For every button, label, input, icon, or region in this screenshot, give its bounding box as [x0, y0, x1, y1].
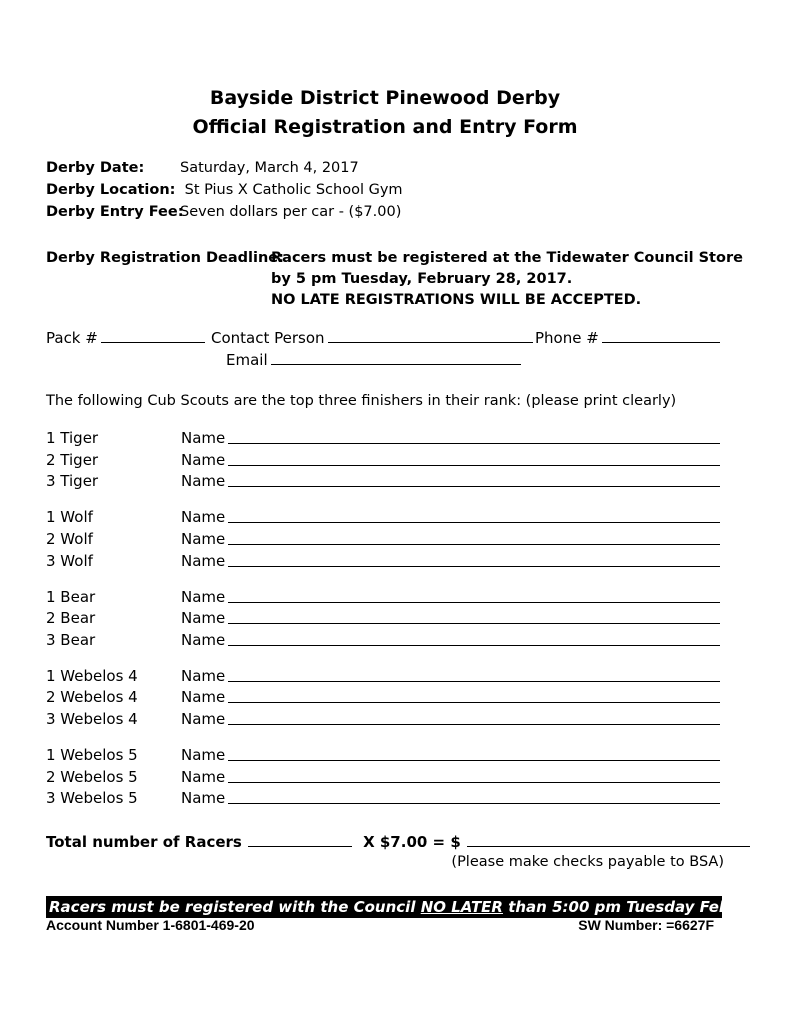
deadline-line-3: NO LATE REGISTRATIONS WILL BE ACCEPTED.	[271, 292, 642, 308]
name-input-line[interactable]	[228, 702, 720, 703]
phone-input-line[interactable]	[602, 328, 720, 343]
rank-row	[46, 472, 726, 492]
rank-row	[46, 609, 726, 629]
total-racers-label: Total number of Racers	[46, 833, 242, 851]
name-label: Name	[181, 472, 226, 490]
name-input-line[interactable]	[228, 544, 720, 545]
name-label: Name	[181, 768, 226, 786]
rank-label: 2 Webelos 4	[46, 688, 138, 706]
derby-fee-label: Derby Entry Fee:	[46, 204, 184, 220]
rank-row	[46, 768, 726, 788]
rank-row	[46, 552, 726, 572]
derby-location-label: Derby Location:	[46, 182, 176, 198]
rank-label: 1 Tiger	[46, 429, 99, 447]
banner-text-emphasis: NO LATER	[420, 898, 503, 916]
name-input-line[interactable]	[228, 803, 720, 804]
contact-person-field	[211, 328, 533, 347]
checks-note: (Please make checks payable to BSA)	[451, 854, 724, 870]
name-input-line[interactable]	[228, 443, 720, 444]
form-title: Bayside District Pinewood Derby	[209, 87, 561, 109]
pack-input-line[interactable]	[101, 328, 205, 343]
sw-number: SW Number: =6627F	[578, 917, 714, 933]
deadline-banner	[46, 896, 801, 918]
name-input-line[interactable]	[228, 602, 720, 603]
total-row	[46, 832, 750, 851]
account-number: Account Number 1-6801-469-20	[46, 917, 255, 933]
name-input-line[interactable]	[228, 760, 720, 761]
rank-row	[46, 710, 726, 730]
rank-label: 2 Wolf	[46, 530, 93, 548]
rank-label: 1 Bear	[46, 588, 96, 606]
rank-label: 3 Bear	[46, 631, 96, 649]
rank-row	[46, 688, 726, 708]
deadline-line-1: Racers must be registered at the Tidewater Council Store	[271, 250, 743, 266]
derby-location-value: St Pius X Catholic School Gym	[180, 182, 403, 198]
name-input-line[interactable]	[228, 465, 720, 466]
derby-fee-value: Seven dollars per car - ($7.00)	[180, 204, 402, 220]
rank-label: 3 Wolf	[46, 552, 93, 570]
rank-label: 1 Webelos 5	[46, 746, 138, 764]
email-label: Email	[226, 351, 268, 369]
name-input-line[interactable]	[228, 522, 720, 523]
name-label: Name	[181, 710, 226, 728]
name-input-line[interactable]	[228, 681, 720, 682]
name-label: Name	[181, 667, 226, 685]
name-label: Name	[181, 688, 226, 706]
email-input-line[interactable]	[271, 350, 521, 365]
name-input-line[interactable]	[228, 566, 720, 567]
name-label: Name	[181, 530, 226, 548]
rank-label: 3 Tiger	[46, 472, 99, 490]
deadline-line-2: by 5 pm Tuesday, February 28, 2017.	[271, 271, 573, 287]
total-amount-input-line[interactable]	[467, 832, 750, 847]
rank-label: 3 Webelos 5	[46, 789, 138, 807]
name-input-line[interactable]	[228, 724, 720, 725]
name-label: Name	[181, 631, 226, 649]
name-label: Name	[181, 508, 226, 526]
rank-label: 2 Webelos 5	[46, 768, 138, 786]
name-label: Name	[181, 746, 226, 764]
rank-row	[46, 530, 726, 550]
rank-label: 2 Bear	[46, 609, 96, 627]
instructions-text: The following Cub Scouts are the top three finishers in their rank: (please print clearly)	[46, 393, 677, 409]
email-field	[226, 350, 521, 369]
form-subtitle: Official Registration and Entry Form	[192, 116, 578, 138]
pack-label: Pack #	[46, 329, 98, 347]
contact-person-input-line[interactable]	[328, 328, 533, 343]
rank-row	[46, 588, 726, 608]
rank-row	[46, 508, 726, 528]
derby-location-row	[46, 182, 403, 198]
rank-row	[46, 451, 726, 471]
name-label: Name	[181, 609, 226, 627]
rank-row	[46, 667, 726, 687]
name-input-line[interactable]	[228, 486, 720, 487]
total-racers-input-line[interactable]	[248, 832, 352, 847]
total-multiplier: X $7.00 = $	[363, 833, 461, 851]
derby-date-value: Saturday, March 4, 2017	[180, 160, 359, 176]
name-label: Name	[181, 451, 226, 469]
rank-label: 1 Webelos 4	[46, 667, 138, 685]
rank-label: 1 Wolf	[46, 508, 93, 526]
name-label: Name	[181, 789, 226, 807]
name-input-line[interactable]	[228, 645, 720, 646]
name-label: Name	[181, 429, 226, 447]
phone-field	[535, 328, 720, 347]
banner-text-post: than 5:00 pm Tuesday February 28	[502, 898, 801, 916]
rank-row	[46, 789, 726, 809]
rank-row	[46, 429, 726, 449]
rank-row	[46, 746, 726, 766]
rank-label: 3 Webelos 4	[46, 710, 138, 728]
derby-date-label: Derby Date:	[46, 160, 145, 176]
phone-label: Phone #	[535, 329, 599, 347]
contact-person-label: Contact Person	[211, 329, 325, 347]
rank-row	[46, 631, 726, 651]
name-label: Name	[181, 588, 226, 606]
derby-fee-row	[46, 204, 401, 220]
deadline-label: Derby Registration Deadline:	[46, 250, 284, 266]
name-input-line[interactable]	[228, 782, 720, 783]
derby-date-row	[46, 160, 359, 176]
pack-field	[46, 328, 205, 347]
name-input-line[interactable]	[228, 623, 720, 624]
rank-label: 2 Tiger	[46, 451, 99, 469]
name-label: Name	[181, 552, 226, 570]
banner-text-pre: Racers must be registered with the Council	[49, 898, 421, 916]
